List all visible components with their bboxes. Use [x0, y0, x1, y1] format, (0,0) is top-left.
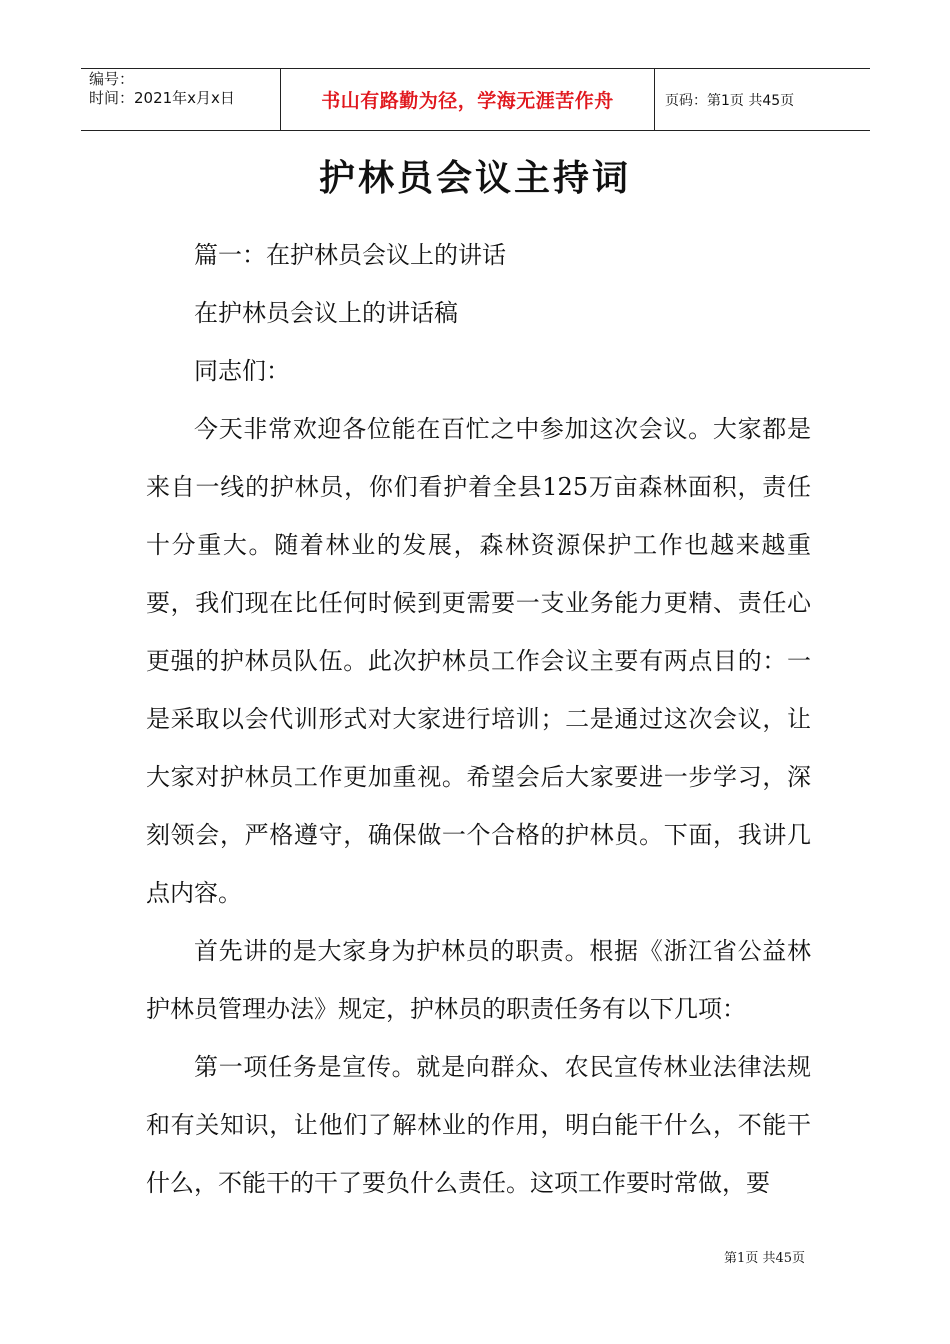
- document-body: [146, 226, 811, 1212]
- paragraph: 第一项任务是宣传。就是向群众、农民宣传林业法律法规和有关知识，让他们了解林业的作用，明白能干什么，不能干什么，不能干的干了要负什么责任。这项工作要时常做，要: [146, 1053, 811, 1197]
- paragraph: 在护林员会议上的讲话稿: [194, 299, 458, 327]
- page-footer: 第1页 共45页: [724, 1251, 805, 1266]
- document-number-label: 编号：: [89, 70, 135, 88]
- document-title: 护林员会议主持词: [318, 158, 631, 199]
- document-header: [81, 68, 870, 131]
- paragraph: 今天非常欢迎各位能在百忙之中参加这次会议。大家都是来自一线的护林员，你们看护着全县125万亩森林面积，责任十分重大。随着林业的发展，森林资源保护工作也越来越重要，我们现在比任何时候到更需要一支业务能力更精、责任心更强的护林员队伍。此次护林员工作会议主要有两点目的：一是采取以会代训形式对大家进行培训；二是通过这次会议，让大家对护林员工作更加重视。希望会后大家要进一步学习，深刻领会，严格遵守，确保做一个合格的护林员。下面，我讲几点内容。: [146, 415, 811, 907]
- paragraph: 篇一：在护林员会议上的讲话: [194, 241, 506, 269]
- header-meta: [81, 69, 281, 130]
- paragraph: 同志们：: [194, 357, 290, 385]
- document-time-label: 时间：2021年x月x日: [89, 89, 235, 107]
- header-motto: 书山有路勤为径，学海无涯苦作舟: [281, 69, 655, 130]
- header-page-info: 页码：第1页 共45页: [665, 92, 795, 109]
- paragraph: 首先讲的是大家身为护林员的职责。根据《浙江省公益林护林员管理办法》规定，护林员的职责任务有以下几项：: [146, 937, 811, 1023]
